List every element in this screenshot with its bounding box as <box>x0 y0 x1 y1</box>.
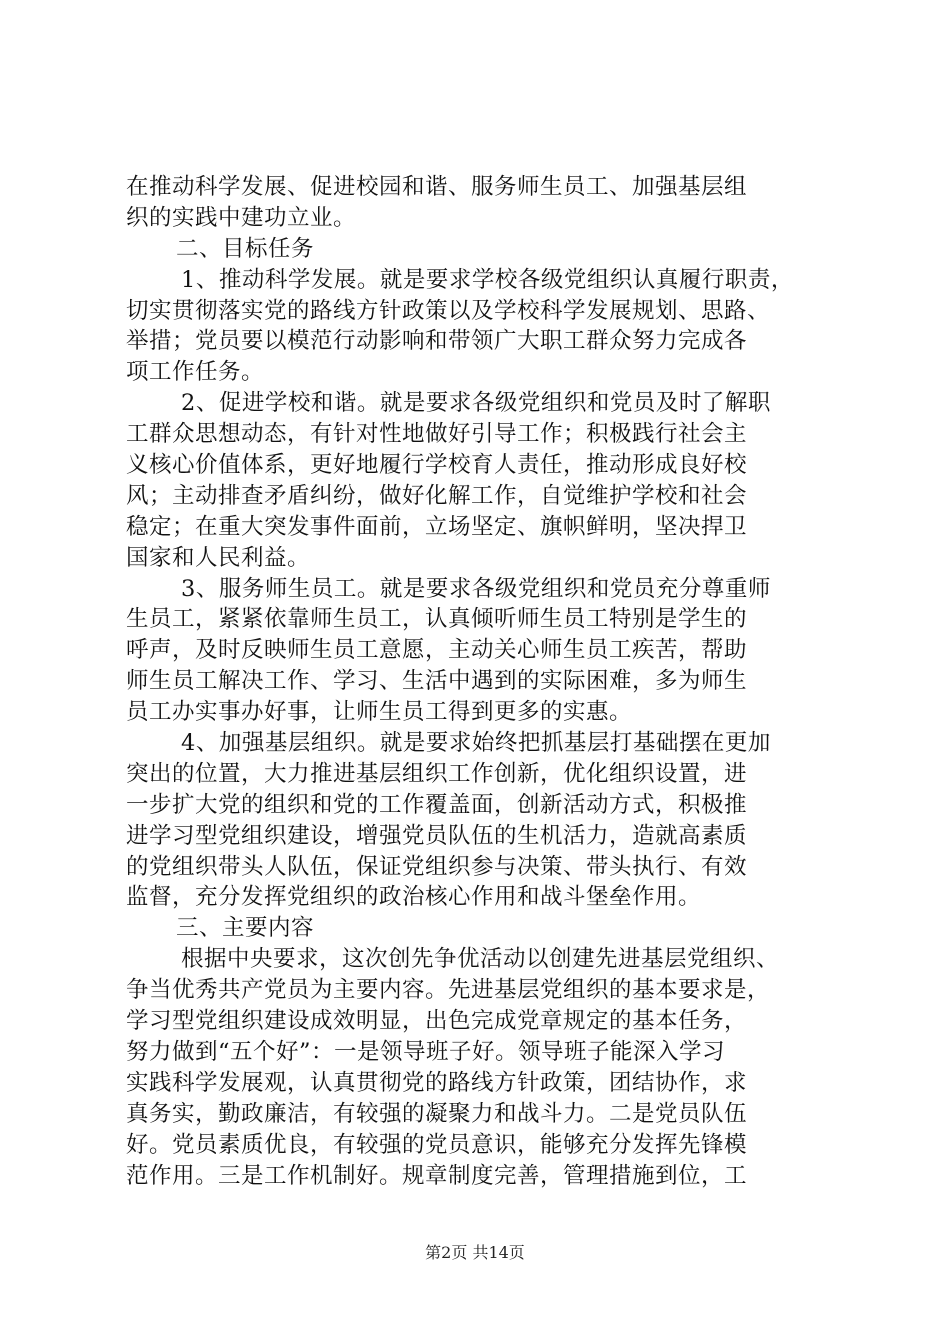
text-line: 3、服务师生员工。就是要求各级党组织和党员充分尊重师 <box>181 575 771 602</box>
text-line: 师生员工解决工作、学习、生活中遇到的实际困难，多为师生 <box>126 668 748 695</box>
text-line: 项工作任务。 <box>126 359 265 386</box>
text-line: 真务实，勤政廉洁，有较强的凝聚力和战斗力。二是党员队伍 <box>126 1100 748 1127</box>
text-line: 切实贯彻落实党的路线方针政策以及学校科学发展规划、思路、 <box>126 297 771 324</box>
text-line: 生员工，紧紧依靠师生员工，认真倾听师生员工特别是学生的 <box>126 606 748 633</box>
text-line: 好。党员素质优良，有较强的党员意识，能够充分发挥先锋模 <box>126 1131 748 1158</box>
text-line: 的党组织带头人队伍，保证党组织参与决策、带头执行、有效 <box>126 853 748 880</box>
text-line: 学习型党组织建设成效明显，出色完成党章规定的基本任务， <box>126 1008 748 1035</box>
text-line: 突出的位置，大力推进基层组织工作创新，优化组织设置，进 <box>126 760 748 787</box>
text-line: 举措；党员要以模范行动影响和带领广大职工群众努力完成各 <box>126 328 748 355</box>
text-line: 员工办实事办好事，让师生员工得到更多的实惠。 <box>126 699 633 726</box>
page-number-footer: 第2页 共14页 <box>425 1243 525 1262</box>
text-line: 努力做到“五个好”：一是领导班子好。领导班子能深入学习 <box>126 1038 726 1065</box>
text-line: 2、促进学校和谐。就是要求各级党组织和党员及时了解职 <box>181 390 771 417</box>
text-line: 争当优秀共产党员为主要内容。先进基层党组织的基本要求是， <box>126 977 771 1004</box>
text-line: 风；主动排查矛盾纠纷，做好化解工作，自觉维护学校和社会 <box>126 482 748 509</box>
text-line: 4、加强基层组织。就是要求始终把抓基层打基础摆在更加 <box>181 730 771 757</box>
text-line: 稳定；在重大突发事件面前，立场坚定、旗帜鲜明，坚决捍卫 <box>126 513 748 540</box>
text-line: 进学习型党组织建设，增强党员队伍的生机活力，造就高素质 <box>126 822 748 849</box>
section-heading: 三、主要内容 <box>176 915 315 942</box>
text-line: 一步扩大党的组织和党的工作覆盖面，创新活动方式，积极推 <box>126 791 748 818</box>
text-line: 国家和人民利益。 <box>126 544 311 571</box>
text-line: 监督，充分发挥党组织的政治核心作用和战斗堡垒作用。 <box>126 884 702 911</box>
text-line: 实践科学发展观，认真贯彻党的路线方针政策，团结协作，求 <box>126 1069 748 1096</box>
text-line: 呼声，及时反映师生员工意愿，主动关心师生员工疾苦，帮助 <box>126 637 748 664</box>
text-line: 根据中央要求，这次创先争优活动以创建先进基层党组织、 <box>181 946 780 973</box>
text-line: 工群众思想动态，有针对性地做好引导工作；积极践行社会主 <box>126 421 748 448</box>
document-body <box>126 172 826 1191</box>
text-line: 在推动科学发展、促进校园和谐、服务师生员工、加强基层组 <box>126 174 748 200</box>
text-line: 义核心价值体系，更好地履行学校育人责任，推动形成良好校 <box>126 452 748 479</box>
text-line: 织的实践中建功立业。 <box>126 204 357 231</box>
text-line: 1、推动科学发展。就是要求学校各级党组织认真履行职责， <box>181 266 794 293</box>
section-heading: 二、目标任务 <box>176 235 315 262</box>
text-line: 范作用。三是工作机制好。规章制度完善，管理措施到位，工 <box>126 1162 748 1189</box>
